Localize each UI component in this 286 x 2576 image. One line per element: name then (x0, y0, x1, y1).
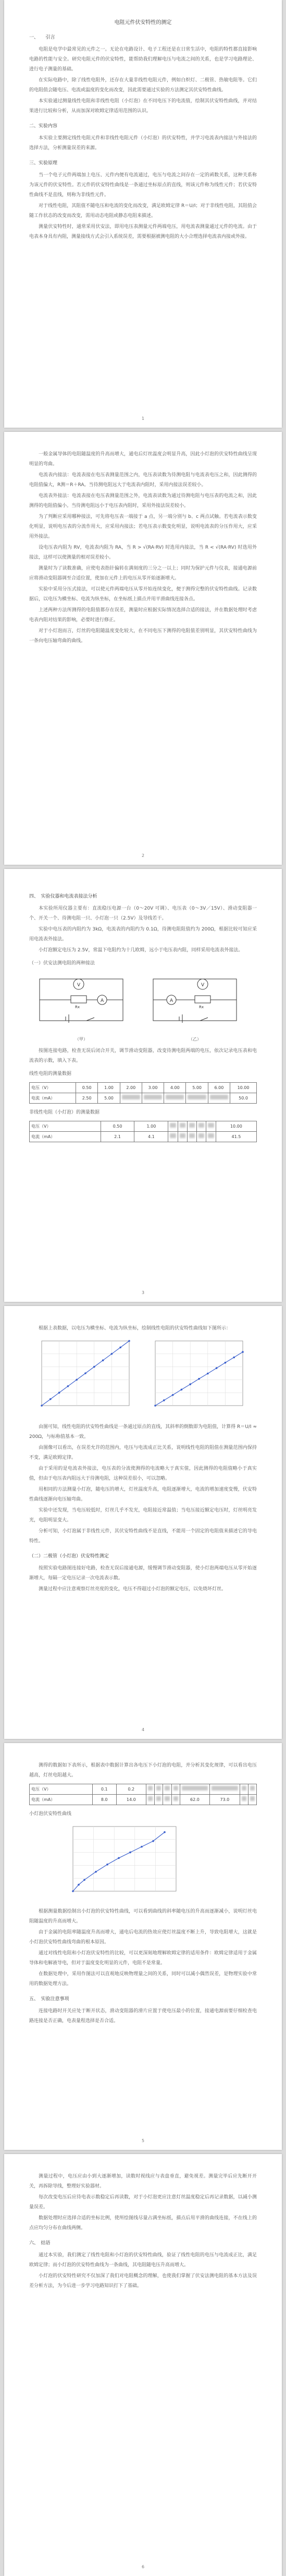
data-table-1 (29, 1082, 257, 1104)
page-number: 4 (141, 1727, 145, 1732)
paragraph: 数据处理时应选择合适的坐标比例，使所绘图线尽量占满坐标纸，描点后用平滑的曲线连接，不在线上的点应均匀分布在曲线两侧。 (29, 2216, 257, 2231)
table-row (30, 1784, 257, 1795)
table-cell: 10.00 (216, 1121, 256, 1132)
page-number: 6 (141, 2565, 145, 2569)
blurred-value (144, 1095, 162, 1099)
voltmeter-symbol: V (77, 983, 81, 988)
section-heading: 二、实验内容 (29, 124, 58, 129)
data-point (41, 1405, 43, 1407)
document-page-5 (4, 1743, 282, 2150)
blurred-value (208, 1133, 214, 1138)
data-point (172, 1394, 174, 1396)
data-point (78, 1884, 80, 1886)
circuit-b-label: （乙） (189, 1037, 201, 1042)
page6-top (29, 2172, 257, 2233)
paragraph: 小灯泡额定电压为 2.5V，常温下电阻约为十几欧姆，远小于电压表内阻，同样采用电流表外接法。 (39, 948, 243, 953)
blurred-value (165, 1786, 169, 1791)
row-header: 电压（V） (30, 1083, 76, 1093)
table-cell (197, 1121, 206, 1132)
data-point (207, 1373, 209, 1375)
paragraph: 本实验所用仪器主要有：直流稳压电源一台（0～20V 可调）、电压表（0～3V／15V）、滑动变阻器一个、开关一个、待测电阻一只、小灯泡一只（2.5V）及导线若干。 (29, 906, 257, 921)
page-number: 5 (141, 2138, 145, 2143)
page3-body (29, 904, 257, 956)
paragraph: 测得的数据如下表所示，根据表中数据计算出各电压下小灯泡的电阻，并分析其变化规律，可以看出电压越高，灯丝电阻越大。 (29, 1763, 257, 1778)
data-point (119, 1347, 121, 1349)
blurred-value (198, 1123, 204, 1128)
page2-body (29, 450, 257, 646)
section-heading: 五、 实验注意事项 (29, 1997, 69, 2002)
data-point (95, 1871, 97, 1873)
page6-sec-body (29, 2251, 257, 2291)
paragraph: 测量时为了读数准确，应使电表指针偏转在满刻度的三分之一以上；同时为保护元件与仪表，接通电源前应将滑动变阻器调至合适位置，使加在元件上的电压从零开始逐渐增大。 (29, 566, 257, 581)
document-page-4 (4, 1306, 282, 1739)
blurred-value (156, 1796, 161, 1801)
blurred-value (210, 1095, 228, 1099)
data-point (154, 1405, 156, 1407)
data-point (118, 1857, 120, 1859)
paragraph: 电流表外接法：电流表接在电压表测量范围之外，电流表读数为通过待测电阻与电压表的电流之和，因此测得的电阻值偏小。当待测电阻远小于电压表内阻时，采用外接法误差较小。 (29, 493, 257, 509)
paragraph: 根据测量数据绘制出小灯泡的伏安特性曲线，可以看到曲线的斜率随电压的升高而逐渐减小，说明灯丝电阻随温度的升高而增大。 (29, 1909, 257, 1924)
data-point (76, 1379, 78, 1381)
paragraph: 本实验主要测定线性电阻元件和非线性电阻元件（小灯泡）的伏安特性，并学习电流表内接法与外接法的选择方法，分析测量误差的来源。 (29, 136, 257, 151)
linear-resistor-chart (29, 1337, 133, 1415)
paragraph: 在数据处理中，采用作图法可以直观地反映物理量之间的关系，同时可以减小偶然误差，是物理实验中常用的数据处理方法。 (29, 1972, 257, 1987)
document-title: 电阻元件伏安特性的测定 (114, 20, 172, 26)
table-row (30, 1093, 257, 1104)
table-cell: 1.00 (134, 1121, 168, 1132)
paragraph: 测量过程中应注意观察灯丝亮度的变化，电压不得超过小灯泡的额定电压，以免烧坏灯丝。 (39, 1587, 227, 1592)
paragraph: 分析可知，小灯泡属于非线性元件，其伏安特性曲线不是直线，不能用一个固定的电阻值来描述它的导电特性。 (29, 1529, 257, 1544)
data-table-3 (29, 1784, 257, 1805)
table-cell (248, 1784, 256, 1795)
resistor-label: Rx (199, 1005, 204, 1009)
table-cell (155, 1784, 163, 1795)
table-cell (248, 1795, 256, 1805)
paragraph: 根据上表数据，以电压为横坐标、电流为纵坐标，绘制线性电阻的伏安特性曲线如下图所示： (39, 1326, 231, 1331)
table-cell (163, 1795, 171, 1805)
table-cell: 5.00 (98, 1093, 120, 1104)
circuit-diagrams (29, 972, 257, 1044)
table-caption: 线性电阻的测量数据 (29, 1071, 72, 1077)
page5-top (29, 1761, 257, 1781)
table-cell: 41.5 (216, 1132, 256, 1142)
data-point (198, 1378, 200, 1380)
table-cell (208, 1093, 230, 1104)
data-point (58, 1392, 60, 1394)
row-header: 电流（mA） (30, 1132, 101, 1142)
table-cell: 10.00 (230, 1083, 257, 1093)
blurred-value (208, 1123, 214, 1128)
table-cell (206, 1132, 216, 1142)
paragraph: 本实验通过测量线性电阻和非线性电阻（小灯泡）在不同电压下的电流值，绘制其伏安特性曲线，并对结果进行比较和分析，从而加深对欧姆定律适用范围的认识。 (29, 99, 257, 114)
data-point (233, 1357, 235, 1359)
section-heading: 六、 结语 (29, 2241, 51, 2246)
circuit-a-svg (29, 972, 133, 1034)
table-cell (168, 1132, 178, 1142)
paragraph: 设电压表内阻为 RV，电流表内阻为 RA，当 R > √(RA·RV) 时选用内接法，当 R < √(RA·RV) 时选用外接法，这样可以使测量的相对误差较小。 (29, 545, 257, 560)
voltmeter-symbol: V (201, 983, 205, 988)
table-cell: 2.00 (120, 1083, 142, 1093)
table-cell (146, 1795, 154, 1805)
data-point (84, 1372, 86, 1374)
section-heading: 四、 实验仪器和电流表接法分析 (29, 894, 97, 899)
plot-area (73, 1827, 176, 1891)
blurred-value (182, 1786, 208, 1791)
table-cell (178, 1121, 187, 1132)
blurred-value (156, 1786, 161, 1791)
blurred-value (242, 1786, 246, 1791)
paragraph: 每次改变电压后应待电表示数稳定后再读数，对于小灯泡更应注意灯丝温度稳定后再记录数据，以减小测量误差。 (29, 2195, 257, 2210)
page5-sec-body (29, 2006, 257, 2026)
lamp-iv-chart (60, 1822, 180, 1901)
data-table-2 (29, 1121, 257, 1142)
table-cell (163, 1784, 171, 1795)
paragraph: 电阻是电学中最常见的元件之一。无论在电路设计、电子工程还是在日常生活中，电阻的特性都直接影响电路的性能与安全。研究电阻元件的伏安特性，能帮助我们理解电压与电流之间的关系，也是学习电路理论、进行电子测量的基础。 (29, 47, 257, 72)
page1-sections (29, 33, 257, 242)
table-row (30, 1121, 257, 1132)
blurred-value (173, 1786, 178, 1791)
table-cell: 3.00 (142, 1083, 164, 1093)
page-number: 2 (141, 853, 145, 858)
paragraph: 对于线性电阻，其阻值不随电压和电流的变化而改变，满足欧姆定律 R＝U/I；对于非线性电阻，其阻值会随工作状态的改变而改变，需用动态电阻或静态电阻来描述。 (29, 203, 257, 219)
data-point (129, 1852, 131, 1854)
lamp-chart (143, 1337, 247, 1415)
blurred-value (148, 1796, 153, 1801)
table-cell: 4.1 (134, 1132, 168, 1142)
data-point (106, 1864, 108, 1866)
sub-heading: （二）二极管（小灯泡）伏安特性测定 (29, 1554, 109, 1559)
table-cell (180, 1784, 209, 1795)
circuit-diagram-a (29, 972, 133, 1044)
row-header: 电流（mA） (30, 1093, 76, 1104)
table-cell: 4.00 (164, 1083, 186, 1093)
table-cell (164, 1093, 186, 1104)
blurred-value (122, 1095, 140, 1099)
circuit-a-label: （甲） (75, 1037, 88, 1042)
table-row (30, 1795, 257, 1805)
page-number: 1 (141, 416, 145, 421)
table-cell: 0.1 (92, 1784, 116, 1795)
table-cell: 0.50 (101, 1121, 134, 1132)
row-header: 电压（V） (30, 1784, 93, 1795)
paragraph: 连接电路时开关应处于断开状态，滑动变阻器的滑片应置于使电压最小的位置，接通电源前要仔细检查电路连接是否正确，电表量程选择是否合适。 (29, 2009, 257, 2024)
blurred-value (166, 1095, 184, 1099)
circuit-b-svg (143, 972, 247, 1034)
table-cell (142, 1093, 164, 1104)
data-point (216, 1367, 218, 1369)
data-point (152, 1840, 154, 1842)
data-point (102, 1359, 104, 1361)
paragraph: 由图可知，线性电阻的伏安特性曲线是一条通过原点的直线，其斜率的倒数即为电阻值，计算得 R＝U/I ≈ 200Ω，与标称值基本一致。 (29, 1424, 257, 1440)
page4-sub-body (29, 1564, 257, 1594)
circuit-caption: （一）伏安法测电阻的两种接法 (29, 961, 95, 966)
graph-lamp-curve (60, 1822, 180, 1905)
blurred-value (170, 1133, 176, 1138)
document-page-1 (4, 0, 282, 428)
table-cell (186, 1093, 208, 1104)
paragraph: 当一个电子元件两端加上电压、元件内便有电流通过，电压与电流之间存在一定的函数关系，这种关系称为该元件的伏安特性。若元件的伏安特性曲线是一条通过坐标原点的直线，则该元件称为线性元件；若伏安特性曲线不是直线，则称为非线性元件。 (29, 173, 257, 198)
blurred-value (180, 1133, 185, 1138)
table-cell: 0.2 (116, 1784, 146, 1795)
data-point (189, 1383, 191, 1385)
table-cell (210, 1784, 240, 1795)
paragraph: 按图连接电路，检查无误后闭合开关，调节滑动变阻器，改变待测电阻两端的电压，依次记录电压表和电流表的示数，填入下表。 (29, 1048, 257, 1063)
graph-linear (29, 1337, 133, 1419)
page5-body (29, 1907, 257, 1989)
blurred-value (180, 1123, 185, 1128)
table-row (30, 1132, 257, 1142)
data-point (181, 1388, 183, 1390)
data-point (83, 1879, 85, 1881)
paragraph: 对于小灯泡而言，灯丝的电阻随温度变化较大，在不同电压下测得的电阻值差别明显，其伏安特性曲线为一条向电压轴弯曲的曲线。 (29, 628, 257, 644)
blurred-value (188, 1095, 206, 1099)
data-point (49, 1398, 52, 1400)
table-cell (187, 1132, 196, 1142)
data-point (111, 1353, 113, 1355)
paragraph: 测量伏安特性时，通常采用伏安法，即用电压表测量元件两端电压，用电流表测量通过元件的电流。由于电表本身具有内阻，测量接线方式会引入系统误差，需要根据被测电阻的大小合理选择电流表内接或外接。 (29, 224, 257, 239)
table-cell: 2.50 (76, 1093, 98, 1104)
table-cell (240, 1795, 248, 1805)
table-cell: 2.1 (101, 1132, 134, 1142)
table-cell: 14.0 (116, 1795, 146, 1805)
page4-body (29, 1422, 257, 1546)
table-cell: 5.00 (186, 1083, 208, 1093)
data-point (141, 1846, 143, 1848)
table-cell (206, 1121, 216, 1132)
section-heading: 三、实验原理 (29, 161, 58, 166)
paragraph: 上述两种方法所测得的电阻值都存在误差，测量时应根据实际情况选择合适的接法，并在数据处理时考虑电表内阻对结果的影响，必要时进行修正。 (29, 608, 257, 623)
data-point (93, 1366, 95, 1368)
paragraph: 由图像可以看出，在误差允许的范围内，电压与电流成正比关系，说明线性电阻的阻值在测量范围内保持不变，满足欧姆定律。 (29, 1445, 257, 1460)
circuit-diagram-b (143, 972, 247, 1044)
blurred-value (198, 1133, 204, 1138)
graphs-row (29, 1337, 257, 1419)
table-cell (178, 1132, 187, 1142)
document-page-3 (4, 869, 282, 1302)
paragraph: 小灯泡的伏安特性研究不仅加深了我们对电阻概念的理解，也使我们掌握了伏安法测电阻的基本方法及误差分析方法，为今后进一步学习电路知识打下了基础。 (29, 2273, 257, 2289)
blurred-value (148, 1786, 153, 1791)
blurred-value (242, 1796, 246, 1801)
row-header: 电压（V） (30, 1121, 101, 1132)
table-cell (240, 1784, 248, 1795)
table-cell (168, 1121, 178, 1132)
blurred-value (165, 1796, 169, 1801)
paragraph: 由于金属的电阻率随温度升高而增大，通电后电流的热效应使灯丝温度不断上升，导致电阻增大，这就是小灯泡伏安特性曲线弯曲的根本原因。 (29, 1930, 257, 1945)
blurred-value (173, 1796, 178, 1801)
blurred-value (189, 1123, 195, 1128)
section-heading: 一、 引言 (29, 35, 55, 40)
paragraph: 测量过程中，电压应由小到大逐渐增加，读数时视线应与表盘垂直，避免视差。测量完毕后应先断开开关，再拆除导线，整理好实验器材。 (29, 2174, 257, 2189)
data-point (67, 1385, 69, 1387)
paragraph: 通过本实验，我们测定了线性电阻和小灯泡的伏安特性曲线，验证了线性电阻的电压与电流成正比，满足欧姆定律；而小灯泡的伏安特性曲线为一条曲线，其电阻随电压升高而增大。 (29, 2253, 257, 2268)
table-cell: 50.0 (230, 1093, 257, 1104)
data-point (128, 1340, 130, 1342)
table-cell (187, 1121, 196, 1132)
table-cell: 0.50 (76, 1083, 98, 1093)
blurred-value (189, 1133, 195, 1138)
ammeter-symbol: A (101, 998, 104, 1003)
data-point (163, 1399, 165, 1401)
graph-nonlinear (143, 1337, 247, 1419)
table-cell (171, 1784, 180, 1795)
paragraph: 为了判断应采用哪种接法，可先将电压表一端接于 a 点，另一端分别与 b、c 两点试触。若电流表示数变化明显，说明电压表的分流作用大，应采用内接法；若电压表示数变化明显，说明电流表的分压作用大，应采用外接法。 (29, 514, 257, 539)
paragraph: 电流表内接法：电流表接在电压表测量范围之内，电压表读数为待测电阻与电流表电压之和，因此测得的电阻值偏大，R测＝R＋RA。当待测电阻远大于电流表内阻时，采用内接法误差较小。 (29, 473, 257, 488)
graph-caption: 小灯泡伏安特性曲线 (29, 1811, 72, 1817)
data-point (164, 1831, 166, 1833)
table-cell (120, 1093, 142, 1104)
blurred-value (212, 1786, 238, 1791)
paragraph: 用相同的方法测量小灯泡，随电压的增大，灯丝温度升高，电阻逐渐增大，电流的增加速度变慢，伏安特性曲线逐渐向电压轴弯曲。 (29, 1487, 257, 1502)
table-cell: 62.0 (180, 1795, 209, 1805)
table-cell: 6.00 (208, 1083, 230, 1093)
document-page-6 (4, 2154, 282, 2576)
paragraph: 由于采用的是电流表外接法，电压表的分流使测得的电流略大于真实值，因此测得的电阻值略小于真实值，但由于电压表内阻远大于待测电阻，这种误差很小，可以忽略。 (29, 1466, 257, 1481)
table-caption: 非线性电阻（小灯泡）的测量数据 (29, 1110, 100, 1115)
blurred-value (250, 1796, 255, 1801)
data-point (72, 1890, 74, 1892)
paragraph: 通过对线性电阻和小灯泡伏安特性的比较，可以更深刻地理解欧姆定律的适用条件：欧姆定律适用于金属导体和电解液导电，但对于温度变化明显的元件，电阻不是常量。 (29, 1951, 257, 1966)
paragraph: 按照实验电路图连接好电路，检查无误后接通电源，缓慢调节滑动变阻器，使小灯泡两端电压从零开始逐渐增大，每隔一定电压记录一次电流表示数。 (29, 1566, 257, 1581)
plot-area (155, 1341, 243, 1406)
paragraph: 在实际电路中，除了线性电阻外，还存在大量非线性电阻元件，例如白炽灯、二极管、热敏电阻等。它们的电阻值会随电压、电流或温度的变化而改变，因此需要通过实验的方法测定其伏安特性曲线。 (29, 78, 257, 93)
paragraph: 实验中电压表的内阻约为 3kΩ，电流表的内阻约为 0.1Ω，待测电阻阻值约为 200Ω，根据比较可知应采用电流表外接法。 (29, 927, 257, 942)
blurred-value (170, 1123, 176, 1128)
table-cell: 73.0 (210, 1795, 240, 1805)
blurred-value (250, 1786, 255, 1791)
document-page-2 (4, 432, 282, 865)
paragraph: 实验中采用分压式接法，可以使元件两端电压从零开始连续变化，便于测得完整的伏安特性曲线。记录数据后，以电压为横坐标、电流为纵坐标，在坐标纸上描点并用平滑曲线连接各点。 (29, 587, 257, 602)
data-point (225, 1362, 227, 1364)
ammeter-symbol: A (170, 998, 173, 1003)
table-row (30, 1083, 257, 1093)
table-cell: 1.00 (98, 1083, 120, 1093)
table-cell (146, 1784, 154, 1795)
paragraph: 实验中还发现，当电压较低时，灯丝几乎不发光，电阻接近常温值；当电压接近额定电压时，灯丝明亮发光，电阻明显变大。 (29, 1508, 257, 1523)
data-point (242, 1351, 244, 1353)
paragraph: 一般金属导体的电阻随温度的升高而增大，通电后灯丝温度会明显升高，因此小灯泡的伏安特性曲线呈现明显的弯曲。 (29, 452, 257, 467)
table-cell (171, 1795, 180, 1805)
resistor-label: Rx (75, 1005, 80, 1009)
row-header: 电流（mA） (30, 1795, 93, 1805)
table-cell (155, 1795, 163, 1805)
table-cell (197, 1132, 206, 1142)
page-number: 3 (141, 1290, 145, 1295)
table-cell: 8.0 (92, 1795, 116, 1805)
